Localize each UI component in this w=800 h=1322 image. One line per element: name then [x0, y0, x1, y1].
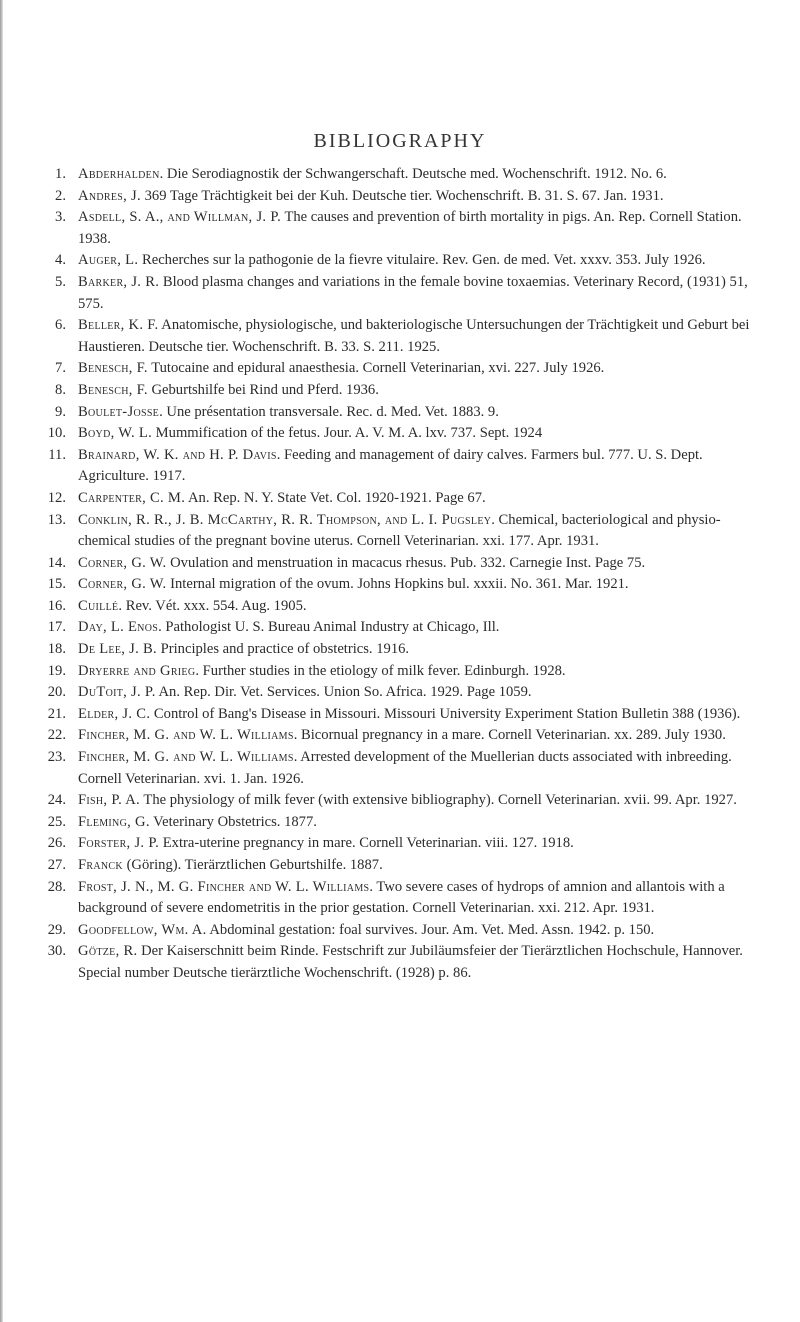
- entry-number: 4.: [55, 252, 66, 269]
- entry-number: 19.: [47, 662, 66, 679]
- bibliography-entry: [44, 877, 772, 920]
- entry-author: Fleming, G.: [78, 813, 150, 830]
- bibliography-entry: [44, 402, 772, 424]
- entry-number: 5.: [55, 273, 66, 290]
- entry-number: 24.: [47, 792, 66, 809]
- bibliography-list: [44, 164, 772, 985]
- entry-citation: . Two severe cases of hydrops of amnion and allantois with a background of severe endometritis in the prior gestation. Cornell Veterinarian. xxi. 212. Apr. 1931.: [78, 878, 725, 917]
- entry-citation: . Further studies in the etiology of milk fever. Edinburgh. 1928.: [195, 662, 566, 679]
- entry-number: 6.: [55, 317, 66, 334]
- entry-number: 13.: [47, 511, 66, 528]
- entry-author: Corner, G. W.: [78, 576, 167, 593]
- entry-citation: . Die Serodiagnostik der Schwangerschaft. Deutsche med. Wochenschrift. 1912. No. 6.: [159, 166, 667, 182]
- entry-author: Boyd, W. L.: [78, 425, 153, 442]
- bibliography-entry: [44, 445, 772, 488]
- entry-citation: Anatomische, physiologische, und bakteriologische Untersuchungen der Trächtigkeit und Geburt bei Haustieren. Deutsche tier. Wochenschrift. B. 33. S. 211. 1925.: [78, 317, 750, 355]
- entry-author: Goodfellow, Wm. A.: [78, 921, 207, 938]
- bibliography-entry: [44, 574, 772, 596]
- entry-author: De Lee, J. B.: [78, 641, 157, 658]
- bibliography-entry: [44, 920, 772, 942]
- entry-author: Beller, K. F.: [78, 317, 159, 334]
- entry-citation: . Pathologist U. S. Bureau Animal Industry at Chicago, Ill.: [158, 619, 500, 636]
- entry-number: 23.: [47, 749, 66, 766]
- entry-citation: Abdominal gestation: foal survives. Jour. Am. Vet. Med. Assn. 1942. p. 150.: [206, 921, 655, 938]
- entry-citation: Recherches sur la pathogonie de la fievre vitulaire. Rev. Gen. de med. Vet. xxxv. 353. July 1926.: [138, 252, 706, 269]
- entry-citation: . Chemical, bacteriological and physio-chemical studies of the pregnant bovine uterus. Cornell Veterinarian. xxi. 177. Apr. 1931.: [78, 511, 721, 550]
- entry-citation: The causes and prevention of birth mortality in pigs. An. Rep. Cornell Station. 1938.: [78, 209, 742, 247]
- entry-author: Cuillé: [78, 597, 119, 614]
- bibliography-entry: [44, 250, 772, 272]
- entry-citation: Principles and practice of obstetrics. 1916.: [156, 641, 410, 658]
- entry-author: Brainard, W. K. and H. P. Davis: [78, 446, 277, 463]
- entry-author: Forster, J. P.: [78, 835, 160, 852]
- bibliography-entry: [44, 186, 772, 208]
- entry-number: 7.: [55, 360, 66, 377]
- page-title: BIBLIOGRAPHY: [313, 130, 487, 152]
- entry-author: Benesch, F.: [78, 360, 148, 377]
- entry-citation: Extra-uterine pregnancy in mare. Cornell Veterinarian. viii. 127. 1918.: [159, 835, 574, 852]
- entry-citation: An. Rep. N. Y. State Vet. Col. 1920-1921. Page 67.: [185, 489, 486, 506]
- entry-author: Fincher, M. G. and W. L. Williams: [78, 727, 294, 744]
- bibliography-entry: [44, 510, 772, 553]
- entry-number: 28.: [47, 878, 66, 895]
- entry-citation: (Göring). Tierärztlichen Geburtshilfe. 1887.: [122, 857, 383, 873]
- entry-author: Carpenter, C. M.: [78, 489, 186, 506]
- entry-citation: Der Kaiserschnitt beim Rinde. Festschrift zur Jubiläumsfeier der Tierärztlichen Hochschule, Hannover. Special number Deutsche tierärztliche Wochenschrift. (1928) p. 86.: [78, 943, 743, 981]
- entry-number: 8.: [55, 381, 66, 398]
- bibliography-entry: [44, 617, 772, 639]
- bibliography-entry: [44, 639, 772, 661]
- bibliography-entry: [44, 488, 772, 510]
- entry-number: 17.: [47, 619, 66, 636]
- entry-citation: Internal migration of the ovum. Johns Hopkins bul. xxxii. No. 361. Mar. 1921.: [166, 576, 629, 593]
- entry-author: Fish, P. A.: [78, 792, 141, 809]
- bibliography-entry: [44, 725, 772, 747]
- entry-number: 2.: [55, 187, 66, 204]
- bibliography-entry: [44, 358, 772, 380]
- entry-citation: Blood plasma changes and variations in the female bovine toxaemias. Veterinary Record, (1931) 51, 575.: [78, 273, 748, 312]
- entry-author: Frost, J. N., M. G. Fincher and W. L. Williams: [78, 878, 370, 895]
- bibliography-entry: [44, 812, 772, 834]
- entry-author: Franck: [78, 857, 123, 873]
- entry-number: 10.: [47, 425, 66, 442]
- entry-author: Andres, J.: [78, 187, 141, 204]
- entry-number: 12.: [47, 489, 66, 506]
- bibliography-entry: [44, 790, 772, 812]
- bibliography-entry: [44, 833, 772, 855]
- entry-author: Asdell, S. A., and Willman, J. P.: [78, 209, 282, 226]
- entry-author: Dryerre and Grieg: [78, 662, 196, 679]
- entry-author: Götze, R.: [78, 943, 138, 960]
- bibliography-entry: [44, 747, 772, 790]
- entry-author: Boulet-Josse: [78, 403, 160, 420]
- entry-citation: . Bicornual pregnancy in a mare. Cornell Veterinarian. xx. 289. July 1930.: [293, 727, 726, 744]
- entry-citation: . Rev. Vét. xxx. 554. Aug. 1905.: [118, 597, 307, 614]
- entry-citation: Control of Bang's Disease in Missouri. Missouri University Experiment Station Bulletin 388 (1936).: [150, 705, 741, 722]
- bibliography-entry: [44, 855, 772, 877]
- entry-number: 11.: [48, 446, 66, 463]
- entry-author: Fincher, M. G. and W. L. Williams: [78, 749, 294, 766]
- entry-author: Barker, J. R.: [78, 273, 160, 290]
- entry-author: Elder, J. C.: [78, 705, 151, 722]
- entry-number: 14.: [47, 554, 66, 571]
- entry-author: Auger, L.: [78, 252, 139, 269]
- entry-citation: Ovulation and menstruation in macacus rhesus. Pub. 332. Carnegie Inst. Page 75.: [166, 554, 646, 571]
- entry-citation: . Une présentation transversale. Rec. d. Med. Vet. 1883. 9.: [159, 403, 499, 420]
- entry-number: 26.: [47, 835, 66, 852]
- entry-number: 21.: [47, 705, 66, 722]
- bibliography-entry: [44, 682, 772, 704]
- entry-number: 25.: [47, 813, 66, 830]
- bibliography-entry: [44, 315, 772, 358]
- entry-number: 1.: [55, 166, 66, 182]
- entry-citation: Geburtshilfe bei Rind und Pferd. 1936.: [147, 381, 379, 398]
- entry-citation: . Arrested development of the Muellerian ducts associated with inbreeding. Cornell Veterinarian. xvi. 1. Jan. 1926.: [78, 749, 732, 787]
- entry-citation: 369 Tage Trächtigkeit bei der Kuh. Deutsche tier. Wochenschrift. B. 31. S. 67. Jan. 1931.: [140, 187, 664, 204]
- entry-author: Corner, G. W.: [78, 554, 167, 571]
- entry-number: 20.: [47, 684, 66, 701]
- entry-author: Benesch, F.: [78, 381, 148, 398]
- bibliography-entry: [44, 423, 772, 445]
- entry-number: 16.: [47, 597, 66, 614]
- entry-citation: The physiology of milk fever (with extensive bibliography). Cornell Veterinarian. xvii. 99. Apr. 1927.: [140, 792, 737, 809]
- bibliography-entry: [44, 164, 772, 186]
- bibliography-entry: [44, 272, 772, 315]
- entry-citation: Veterinary Obstetrics. 1877.: [149, 813, 317, 830]
- entry-author: Conklin, R. R., J. B. McCarthy, R. R. Thompson, and L. I. Pugsley: [78, 511, 492, 528]
- entry-number: 15.: [47, 576, 66, 593]
- entry-number: 29.: [47, 921, 66, 938]
- bibliography-entry: [44, 661, 772, 683]
- entry-author: DuToit, J. P.: [78, 684, 156, 701]
- bibliography-entry: [44, 704, 772, 726]
- entry-author: Abderhalden: [78, 166, 160, 182]
- entry-number: 30.: [47, 943, 66, 960]
- bibliography-entry: [44, 941, 772, 984]
- bibliography-entry: [44, 553, 772, 575]
- entry-number: 3.: [55, 209, 66, 226]
- entry-citation: An. Rep. Dir. Vet. Services. Union So. Africa. 1929. Page 1059.: [155, 684, 532, 701]
- entry-number: 27.: [47, 857, 66, 873]
- entry-author: Day, L. Enos: [78, 619, 159, 636]
- bibliography-entry: [44, 380, 772, 402]
- entry-citation: . Feeding and management of dairy calves. Farmers bul. 777. U. S. Dept. Agriculture. 1917.: [78, 446, 703, 485]
- bibliography-entry: [44, 596, 772, 618]
- bibliography-entry: [44, 207, 772, 250]
- entry-citation: Tutocaine and epidural anaesthesia. Cornell Veterinarian, xvi. 227. July 1926.: [147, 360, 605, 377]
- entry-number: 9.: [55, 403, 66, 420]
- entry-number: 18.: [47, 641, 66, 658]
- entry-citation: Mummification of the fetus. Jour. A. V. M. A. lxv. 737. Sept. 1924: [152, 425, 543, 442]
- entry-number: 22.: [47, 727, 66, 744]
